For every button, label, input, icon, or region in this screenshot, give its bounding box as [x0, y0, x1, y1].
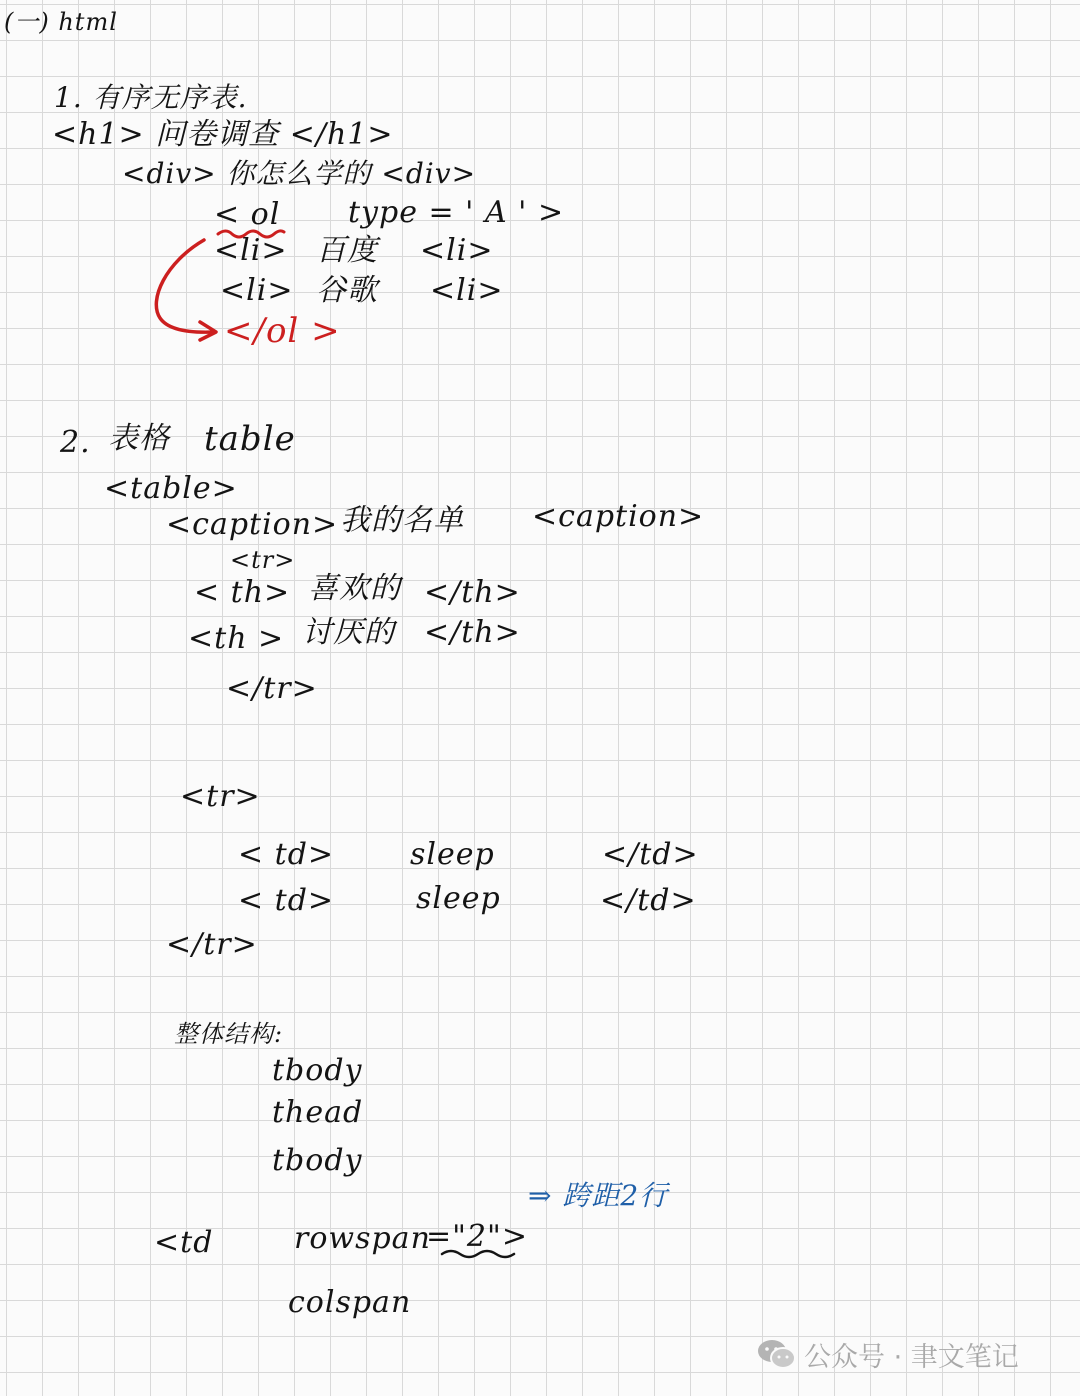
td-close-tag: </td> — [600, 883, 697, 918]
caption-open-tag: <caption> — [166, 507, 339, 542]
table-open-tag: <table> — [104, 471, 238, 506]
colspan-text: colspan — [288, 1285, 412, 1320]
tr-open-tag: <tr> — [230, 546, 296, 574]
ol-type-attr: type = ' A ' > — [348, 195, 565, 230]
section2-heading-en: table — [204, 419, 296, 459]
rowspan-value: ="2"> — [426, 1219, 528, 1254]
th-open-tag: < th> — [194, 575, 291, 610]
li-text: 百度 — [316, 233, 378, 268]
watermark-text: 公众号 · 聿文笔记 — [804, 1341, 1019, 1373]
wechat-icon — [756, 1337, 796, 1371]
section1-heading: 1. 有序无序表. — [54, 81, 248, 114]
tr-close-tag: </tr> — [166, 927, 258, 962]
caption-close-tag: <caption> — [532, 499, 705, 534]
th-close-tag: </th> — [424, 575, 521, 610]
li-open-tag: <li> — [220, 273, 294, 308]
rowspan-note: ⇒ 跨距2行 — [528, 1179, 669, 1212]
th-text: 讨厌的 — [302, 615, 395, 650]
td-text: sleep — [416, 881, 501, 916]
td-open-tag: < td> — [238, 837, 335, 872]
li-close-tag: <li> — [420, 233, 494, 268]
td-attr-open-tag: <td — [154, 1225, 214, 1260]
tr-close-tag: </tr> — [226, 671, 318, 706]
rowspan-text: rowspan — [294, 1221, 431, 1256]
th-close-tag: </th> — [424, 615, 521, 650]
li-open-tag: <li> — [214, 233, 288, 268]
tr-open-tag: <tr> — [180, 779, 261, 814]
h1-line: <h1> 问卷调查 </h1> — [52, 117, 394, 152]
structure-item: tbody — [272, 1143, 363, 1178]
div-line: <div> 你怎么学的 <div> — [122, 157, 477, 190]
structure-item: tbody — [272, 1053, 363, 1088]
structure-label: 整体结构: — [174, 1020, 284, 1048]
section2-heading-cn: 表格 — [108, 421, 170, 456]
ol-open-tag: < ol — [214, 197, 281, 232]
red-arrow-head — [200, 322, 216, 340]
caption-text: 我的名单 — [340, 503, 464, 538]
td-text: sleep — [410, 837, 495, 872]
page-title: (一) html — [4, 8, 118, 36]
red-curve-arrow — [156, 240, 214, 332]
th-open-tag: <th > — [188, 621, 285, 656]
structure-item: thead — [272, 1095, 364, 1130]
watermark — [756, 1336, 1019, 1372]
li-close-tag: <li> — [430, 273, 504, 308]
td-close-tag: </td> — [602, 837, 699, 872]
section2-number: 2. — [60, 425, 91, 460]
li-text: 谷歌 — [316, 273, 378, 308]
ol-close-tag: </ol > — [224, 311, 341, 351]
td-open-tag: < td> — [238, 883, 335, 918]
th-text: 喜欢的 — [308, 571, 401, 606]
